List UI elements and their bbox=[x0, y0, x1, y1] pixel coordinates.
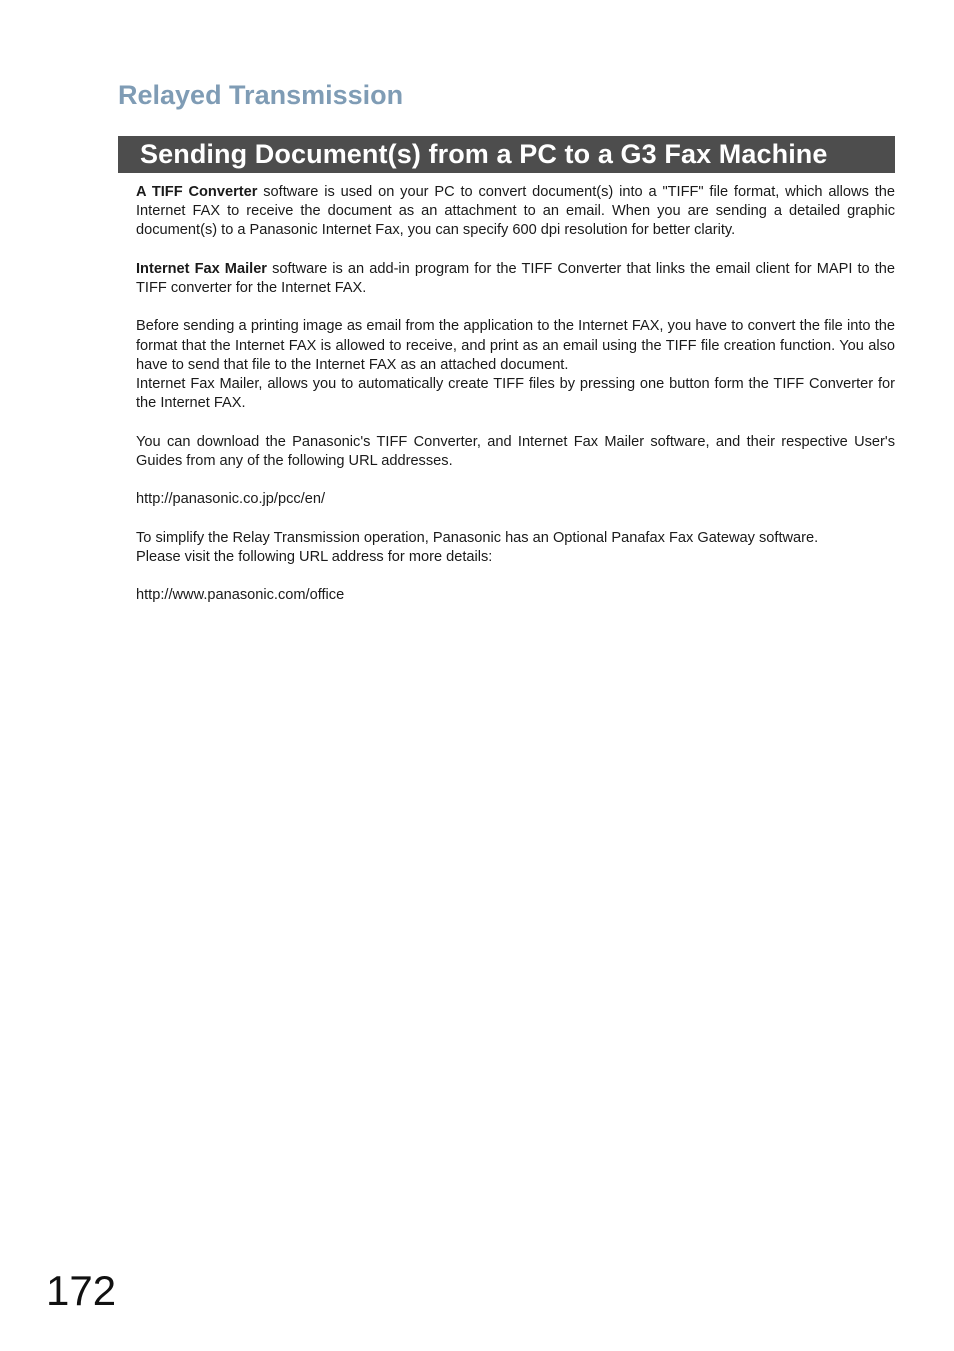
paragraph-fax-mailer-auto: Internet Fax Mailer, allows you to automatically create TIFF files by pressing one button form the TIFF Converter for the Internet FAX. bbox=[136, 376, 895, 412]
page-heading: Sending Document(s) from a PC to a G3 Fax Machine bbox=[140, 139, 828, 169]
body-content bbox=[136, 183, 895, 605]
paragraph-visit: Please visit the following URL address for more details: bbox=[136, 548, 493, 565]
paragraph-tiff-converter bbox=[136, 183, 895, 241]
url-panasonic-office[interactable]: http://www.panasonic.com/office bbox=[136, 587, 345, 604]
term-tiff-converter: A TIFF Converter bbox=[136, 184, 258, 200]
paragraph-download: You can download the Panasonic's TIFF Converter, and Internet Fax Mailer software, and their respective User's Guides from any of the following URL addresses. bbox=[136, 433, 895, 469]
section-title: Relayed Transmission bbox=[118, 80, 404, 110]
paragraph-before-sending: Before sending a printing image as email from the application to the Internet FAX, you have to convert the file into the format that the Internet FAX is allowed to receive, and print as an email using the TIFF file creation function. You also have to send that file to the Internet FAX as an attached document. bbox=[136, 318, 895, 373]
title-bar bbox=[118, 136, 895, 173]
paragraph-tiff-converter-text: software is used on your PC to convert document(s) into a "TIFF" file format, which allows the Internet FAX to receive the document as an attachment to an email. When you are sending a detailed graphic document(s) to a Panasonic Internet Fax, you can specify 600 dpi resolution for better clarity. bbox=[136, 184, 895, 239]
term-internet-fax-mailer: Internet Fax Mailer bbox=[136, 260, 267, 277]
paragraph-fax-mailer-text: software is an add-in program for the TIFF Converter that links the email client for MAPI to the TIFF converter for the Internet FAX. bbox=[136, 260, 896, 296]
paragraph-simplify: To simplify the Relay Transmission operation, Panasonic has an Optional Panafax Fax Gateway software. bbox=[136, 529, 819, 546]
paragraph-fax-mailer bbox=[136, 260, 895, 298]
page-number: 172 bbox=[46, 1267, 117, 1314]
url-panasonic-pcc[interactable]: http://panasonic.co.jp/pcc/en/ bbox=[136, 491, 326, 508]
